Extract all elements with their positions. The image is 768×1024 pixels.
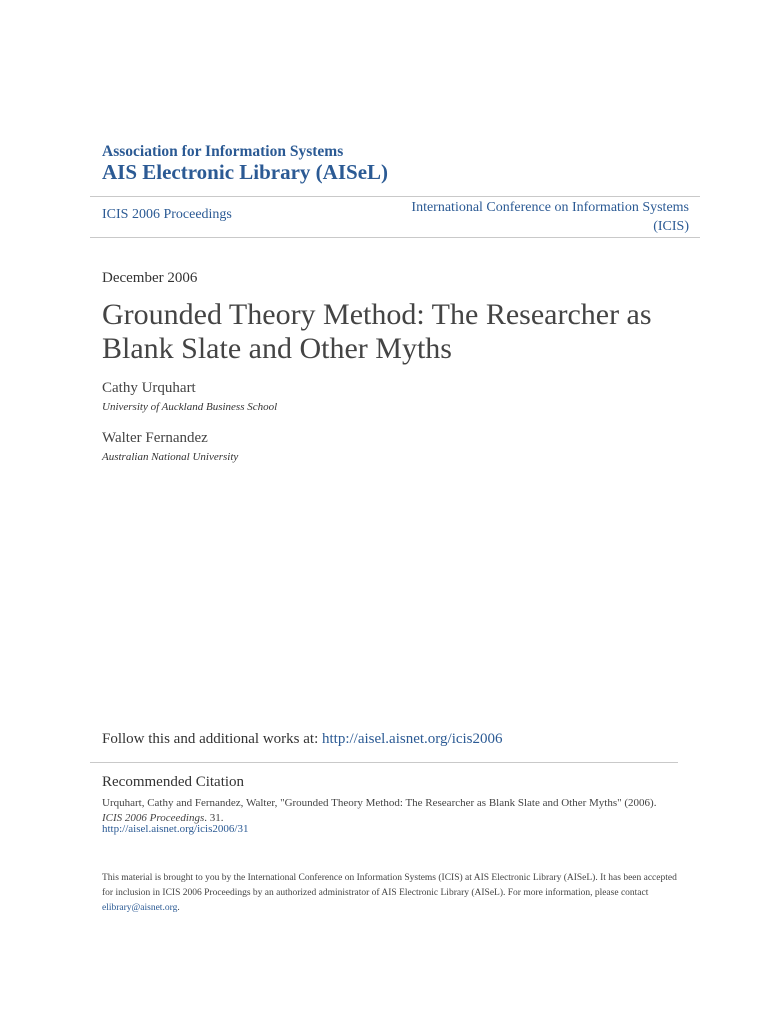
notice-text: This material is brought to you by the International Conference on Information Systems (ICIS) at AIS Electronic Library (AISeL). It has been accepted for inclusion in ICIS 2006 Proceedings by an authorized administrator of AIS Electronic Library (AISeL). For more information, please contact: [102, 873, 677, 898]
citation-source: ICIS 2006 Proceedings: [102, 812, 205, 824]
follow-label: Follow this and additional works at:: [102, 731, 322, 747]
author-affiliation: Australian National University: [102, 451, 239, 463]
notice-end: .: [177, 903, 180, 913]
copyright-notice: [102, 871, 682, 916]
contact-email-link[interactable]: elibrary@aisnet.org: [102, 903, 178, 913]
author-name: Cathy Urquhart: [102, 380, 196, 396]
conference-name: International Conference on Information Systems: [411, 200, 689, 215]
author-affiliation: University of Auckland Business School: [102, 401, 278, 413]
conference-link[interactable]: [411, 198, 689, 236]
aisel-library-link[interactable]: AIS Electronic Library (AISeL): [102, 160, 389, 184]
association-link[interactable]: Association for Information Systems: [102, 143, 344, 160]
paper-title-line-2: Blank Slate and Other Myths: [102, 332, 452, 365]
conference-abbrev: (ICIS): [653, 219, 689, 234]
citation-body: Urquhart, Cathy and Fernandez, Walter, "Grounded Theory Method: The Researcher as Blank Slate and Other Myths" (2006).: [102, 797, 657, 809]
author-name: Walter Fernandez: [102, 430, 208, 446]
paper-title-line-1: Grounded Theory Method: The Researcher as: [102, 298, 652, 331]
paper-title: [102, 298, 702, 366]
citation-text: [102, 796, 662, 826]
divider-bottom: [90, 237, 700, 238]
divider-top: [90, 196, 700, 197]
citation-url-link[interactable]: http://aisel.aisnet.org/icis2006/31: [102, 823, 249, 835]
publication-date: December 2006: [102, 270, 198, 286]
follow-url-link[interactable]: http://aisel.aisnet.org/icis2006: [321, 731, 503, 747]
follow-line: [102, 731, 503, 748]
divider-citation: [90, 762, 678, 763]
proceedings-link[interactable]: ICIS 2006 Proceedings: [102, 207, 232, 222]
recommended-citation-heading: Recommended Citation: [102, 774, 245, 790]
citation-number: . 31.: [204, 812, 224, 824]
